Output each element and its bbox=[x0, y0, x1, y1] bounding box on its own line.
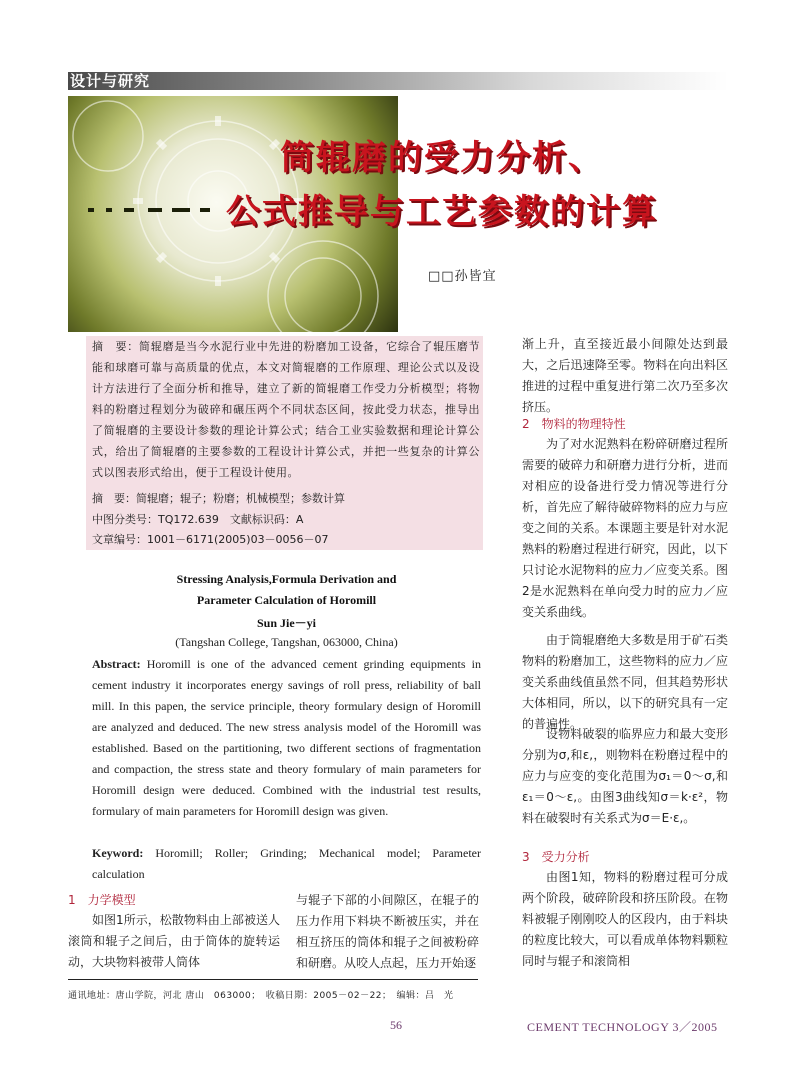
body-col3-paragraph-1: 渐上升，直至接近最小间隙处达到最大，之后迅速降至零。物料在向出料区推进的过程中重复进行第二次乃至多次挤压。 bbox=[522, 337, 728, 414]
body-col3-paragraph-3: 由于筒辊磨绝大多数是用于矿石类物料的粉磨加工，这些物料的应力／应变关系曲线值虽然不同，但其趋势形状大体相同，所以，以下的研究具有一定的普遍性。 bbox=[522, 633, 728, 731]
en-author: Sun Jie－yi bbox=[256, 616, 317, 630]
body-col2-paragraph: 与辊子下部的小间隙区，在辊子的压力作用下料块不断被压实，并在相互挤压的筒体和辊子之间被粉碎和研磨。从咬人点起，压力开始逐 bbox=[296, 893, 479, 970]
body-col3-paragraph-5: 由图1知，物料的粉磨过程可分成两个阶段，破碎阶段和挤压阶段。在物料被辊子刚刚咬人的区段内，由于料块的粒度比较大，可以看成单体物料颗粒同时与辊子和滚筒相 bbox=[522, 870, 728, 968]
section-heading-2: 2 物料的物理特性 bbox=[522, 417, 626, 431]
footnote-rule bbox=[68, 979, 478, 980]
article-title-line1: 筒辊磨的受力分析、 bbox=[280, 138, 604, 178]
body-col1-paragraph: 如图1所示，松散物料由上部被送人滚筒和辊子之间后，由于筒体的旋转运动，大块物料被带人筒体 bbox=[68, 913, 280, 969]
en-keywords bbox=[92, 843, 481, 885]
journal-name: CEMENT TECHNOLOGY 3／2005 bbox=[527, 1020, 718, 1034]
en-abstract-text: Horomill is one of the advanced cement grinding equipments in cement industry it incorporates energy savings of roll press, reliability of ball mill. In this papen, the service principle, theory formulary design of Horomill are analyzed and deduced. The new stress analysis model of the Horomill was established. Based on the partitioning, two different sections of fragmentation and compaction, the stress state and theory formulary of main parameters for Horomill design were deduced. Combined with the industrial test results, formulary of main parameters for Horomill design was given. bbox=[92, 657, 481, 818]
classification-number: 中图分类号：TQ172.639 文献标识码：A bbox=[92, 513, 304, 526]
article-title-line2: 公式推导与工艺参数的计算 bbox=[226, 192, 658, 232]
body-col3-paragraph-4: 设物料破裂的临界应力和最大变形分别为σ,和ε,，则物料在粉磨过程中的应力与应变的变化范围为σ₁＝0～σ,和ε₁＝0～ε,。由图3曲线知σ＝k·ε²，物料在破裂时有关系式为σ＝E·ε,。 bbox=[522, 727, 728, 825]
section-heading-3: 3 受力分析 bbox=[522, 850, 590, 864]
en-abstract-label: Abstract: bbox=[92, 657, 141, 671]
author-name: □□孙皆宜 bbox=[428, 269, 497, 284]
section-heading-1: 1 力学模型 bbox=[68, 893, 136, 907]
en-title-line2: Parameter Calculation of Horomill bbox=[196, 593, 377, 607]
en-abstract bbox=[92, 654, 481, 822]
cn-abstract: 摘 要：简辊磨是当今水泥行业中先进的粉磨加工设备，它综合了辊压磨节能和球磨可靠与高质量的优点，本文对简辊磨的工作原理、理论公式以及设计方法进行了全面分析和推导，建立了新的简辊磨工作受力分析模型；将物料的粉磨过程划分为破碎和碾压两个不同状态区间，按此受力状态，推导出了简辊磨的主要设计参数的理论计算公式；结合工业实验数据和理论计算公式，给出了简辊磨的主要参数的工程设计计算公式，并把一些复杂的计算公式以图表形式给出，便于工程设计使用。 bbox=[92, 340, 480, 479]
footnote: 通讯地址：唐山学院，河北 唐山 063000； 收稿日期：2005－02－22； 编辑：吕 光 bbox=[68, 991, 454, 1001]
section-label: 设计与研究 bbox=[70, 72, 151, 90]
section-band bbox=[68, 72, 728, 90]
body-col3-paragraph-2: 为了对水泥熟料在粉碎研磨过程所需要的破碎力和研磨力进行分析，进而对相应的设备进行受力情况等进行分析，首先应了解待破碎物料的应力与应变之间的关系。本课题主要是针对水泥熟料的粉磨过程进行研究，因此，以下只讨论水泥物料的应力／应变关系。图2是水泥熟料在单向受力时的应力／应变关系曲线。 bbox=[522, 437, 728, 619]
cn-keywords: 摘 要：简辊磨；辊子；粉磨；机械模型；参数计算 bbox=[92, 492, 345, 505]
en-keyword-text: Horomill; Roller; Grinding; Mechanical model; Parameter calculation bbox=[92, 846, 481, 881]
en-keyword-label: Keyword: bbox=[92, 846, 144, 860]
en-title-line1: Stressing Analysis,Formula Derivation and bbox=[176, 572, 397, 586]
en-affiliation: (Tangshan College, Tangshan, 063000, China) bbox=[175, 635, 398, 649]
article-number: 文章编号：1001－6171(2005)03－0056－07 bbox=[92, 533, 329, 546]
page-number: 56 bbox=[390, 1018, 402, 1032]
